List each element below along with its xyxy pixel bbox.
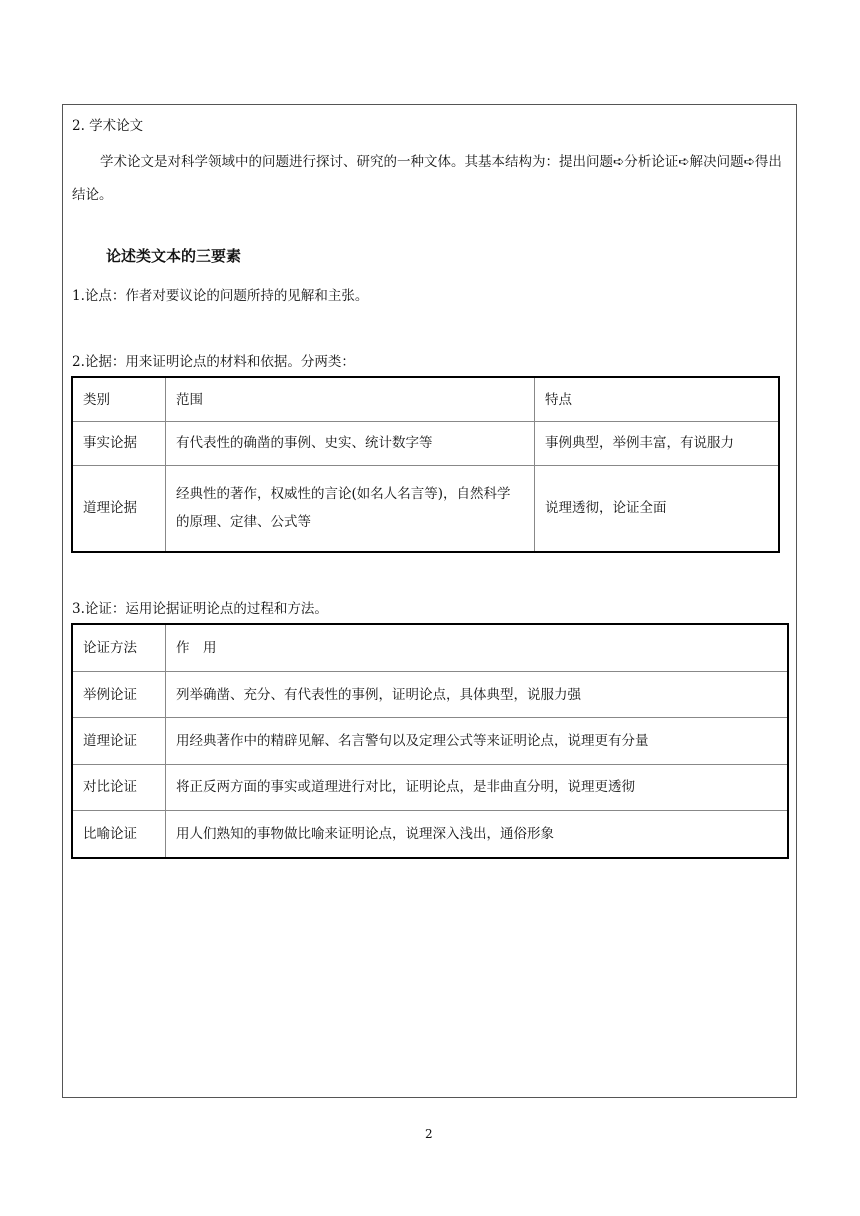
table-cell: 说理透彻，论证全面 <box>535 465 780 552</box>
table-header-row <box>72 624 788 671</box>
header-cell: 类别 <box>72 377 166 422</box>
table-row <box>72 671 788 717</box>
table-cell: 经典性的著作，权威性的言论(如名人名言等)，自然科学的原理、定律、公式等 <box>166 465 535 552</box>
table-row <box>72 764 788 810</box>
section-paragraph <box>72 146 794 212</box>
section-title: 2. 学术论文 <box>72 118 144 134</box>
evidence-table <box>71 376 780 553</box>
header-cell: 特点 <box>535 377 780 422</box>
table-cell: 举例论证 <box>72 671 166 717</box>
header-cell: 论证方法 <box>72 624 166 671</box>
table-row <box>72 422 779 466</box>
header-cell: 范围 <box>166 377 535 422</box>
page-number: 2 <box>425 1127 433 1141</box>
table-row <box>72 811 788 858</box>
reasoning-table <box>71 623 789 859</box>
table-cell: 道理论证 <box>72 718 166 764</box>
table-cell: 道理论据 <box>72 465 166 552</box>
main-heading: 论述类文本的三要素 <box>106 247 242 265</box>
table-cell: 比喻论证 <box>72 811 166 858</box>
table-cell: 用经典著作中的精辟见解、名言警句以及定理公式等来证明论点，说理更有分量 <box>166 718 789 764</box>
header-cell: 作 用 <box>166 624 789 671</box>
point-evidence: 2.论据：用来证明论点的材料和依据。分两类： <box>72 354 355 370</box>
table-cell: 事实论据 <box>72 422 166 466</box>
table-row <box>72 718 788 764</box>
table-header-row <box>72 377 779 422</box>
table-row <box>72 465 779 552</box>
table-cell: 将正反两方面的事实或道理进行对比，证明论点，是非曲直分明，说理更透彻 <box>166 764 789 810</box>
table-cell: 事例典型，举例丰富，有说服力 <box>535 422 780 466</box>
table-cell: 对比论证 <box>72 764 166 810</box>
table-cell: 用人们熟知的事物做比喻来证明论点，说理深入浅出，通俗形象 <box>166 811 789 858</box>
table-cell: 有代表性的确凿的事例、史实、统计数字等 <box>166 422 535 466</box>
point-argument: 1.论点：作者对要议论的问题所持的见解和主张。 <box>72 288 369 304</box>
paragraph-text: 学术论文是对科学领域中的问题进行探讨、研究的一种文体。其基本结构为：提出问题➪分析论证➪解决问题➪得出结论。 <box>72 154 782 203</box>
table-cell: 列举确凿、充分、有代表性的事例，证明论点，具体典型，说服力强 <box>166 671 789 717</box>
point-reasoning: 3.论证：运用论据证明论点的过程和方法。 <box>72 601 328 617</box>
